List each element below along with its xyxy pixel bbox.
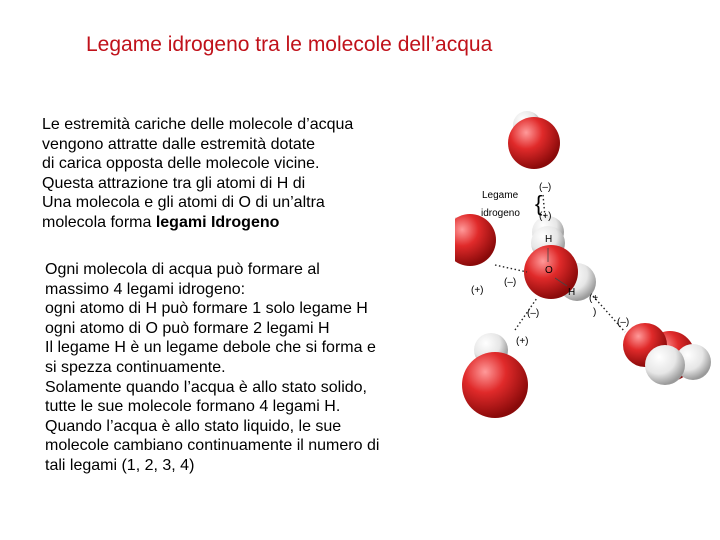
molecule-illustration xyxy=(455,100,720,430)
brace-symbol: { xyxy=(535,191,543,216)
water-molecule-center xyxy=(524,226,596,301)
text-line: Solamente quando l’acqua è allo stato solido, xyxy=(45,378,367,396)
hydrogen-bond-label: idrogeno xyxy=(481,208,520,219)
hydrogen-bond-label: Legame xyxy=(482,190,519,201)
text-line: Il legame H è un legame debole che si forma e xyxy=(45,339,376,357)
text-line: Quando l’acqua è allo stato liquido, le sue xyxy=(45,417,342,435)
water-hydrogen-bond-diagram xyxy=(455,100,720,430)
text-line: Questa attrazione tra gli atomi di H di xyxy=(42,174,306,192)
text-line: vengono attratte dalle estremità dotate xyxy=(42,135,316,153)
charge-label: (+) xyxy=(516,336,529,347)
text-line: si spezza continuamente. xyxy=(45,358,226,376)
atom-label: H xyxy=(545,234,553,245)
bold-term: legami Idrogeno xyxy=(155,213,280,231)
text-line: massimo 4 legami idrogeno: xyxy=(45,280,246,298)
atom-label: O xyxy=(545,265,553,276)
text-line: di carica opposta delle molecole vicine. xyxy=(42,155,320,173)
charge-label: (–) xyxy=(504,277,517,288)
paragraph-bond-rules xyxy=(45,260,379,476)
charge-label: (–) xyxy=(617,317,630,328)
charge-label: (+ xyxy=(589,293,599,304)
hydrogen-bond-line xyxy=(495,265,527,272)
text-line xyxy=(42,213,353,233)
oxygen-atom xyxy=(462,352,528,418)
atom-label: H xyxy=(568,287,576,298)
oxygen-atom xyxy=(455,214,496,266)
text-line: Una molecola e gli atomi di O di un’altra xyxy=(42,194,325,212)
water-molecule-left xyxy=(455,214,496,266)
text-line: molecole cambiano continuamente il numero di xyxy=(45,437,380,455)
charge-label: (+) xyxy=(539,211,552,222)
text-line: ogni atomo di H può formare 1 solo legame H xyxy=(45,300,368,318)
charge-label: (–) xyxy=(527,308,540,319)
text-line: Le estremità cariche delle molecole d’acqua xyxy=(42,116,354,133)
charge-label: (+) xyxy=(471,285,484,296)
text-line-prefix: molecola forma xyxy=(42,213,156,231)
text-line: tutte le sue molecole formano 4 legami H. xyxy=(45,398,341,416)
charge-label: ) xyxy=(593,307,597,318)
slide-title: Legame idrogeno tra le molecole dell’acqua xyxy=(86,33,493,56)
oxygen-atom xyxy=(508,117,560,169)
charge-label: (–) xyxy=(539,182,552,193)
paragraph-bonds-intro xyxy=(42,115,353,233)
text-line: tali legami (1, 2, 3, 4) xyxy=(45,456,195,474)
water-molecule-top xyxy=(508,111,564,248)
text-line: ogni atomo di O può formare 2 legami H xyxy=(45,319,330,337)
hydrogen-atom xyxy=(645,345,685,385)
text-line: Ogni molecola di acqua può formare al xyxy=(45,261,320,278)
